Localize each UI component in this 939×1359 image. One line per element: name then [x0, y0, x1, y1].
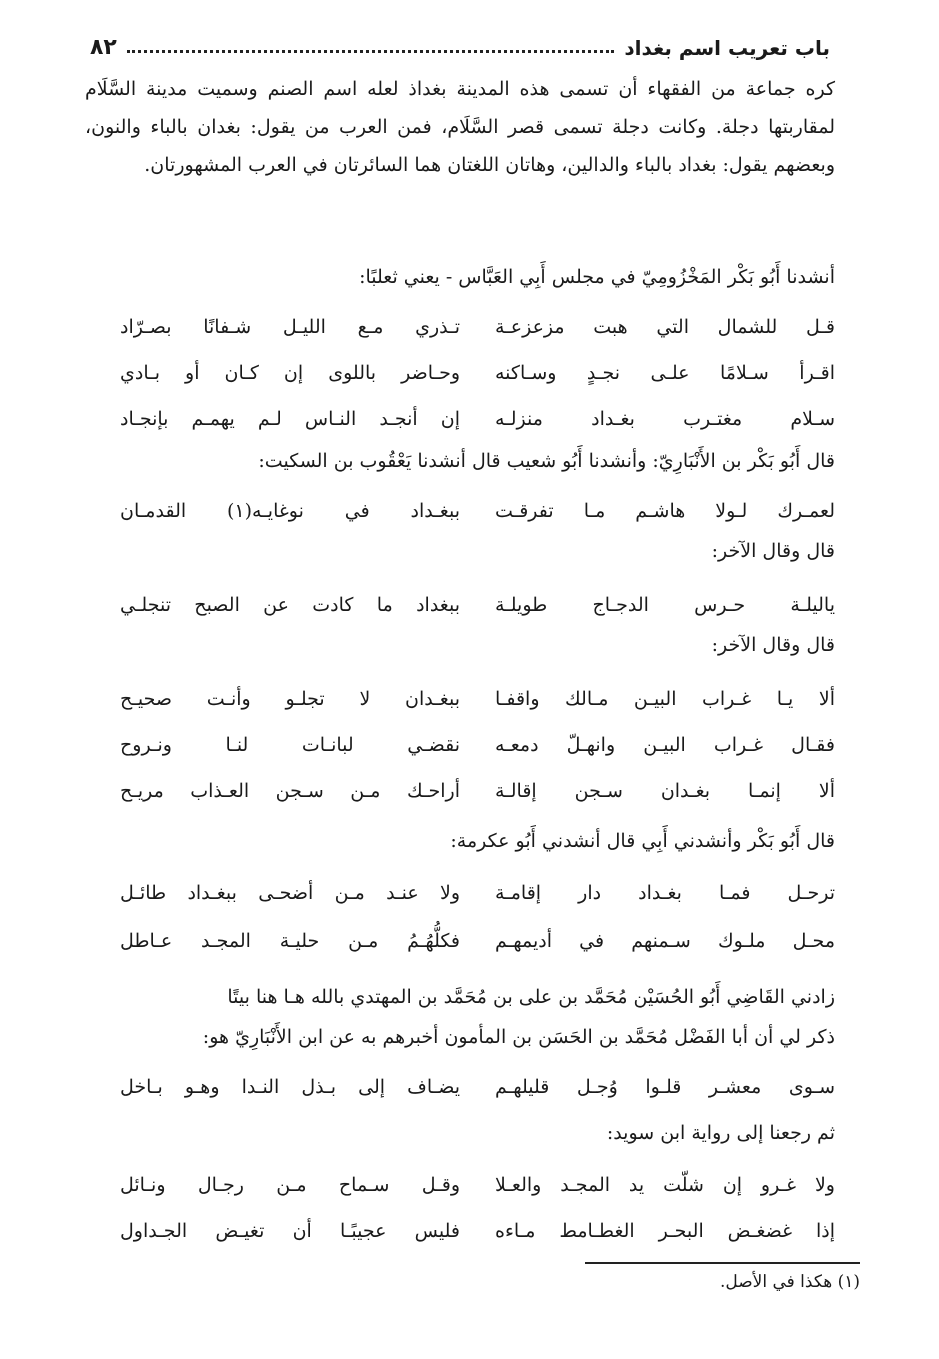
verse-second-hemistich: أراحـك مـن سـجن العـذاب مريـح — [120, 780, 460, 802]
verse-line — [120, 1174, 835, 1208]
verse-first-hemistich: محـل ملـوك سـمنهم في أديمهـم — [495, 930, 835, 952]
verse-second-hemistich: ببغـدان لا تجلـو وأنـت صحيـح — [120, 688, 460, 710]
verse-second-hemistich: يضـاف إلى بـذل النـدا وهـو بـاخل — [120, 1076, 460, 1098]
footnote-separator — [585, 1262, 860, 1264]
verse-line — [120, 594, 835, 628]
verse-line — [120, 780, 835, 814]
verse-line — [120, 734, 835, 768]
verse-second-hemistich: ولا عنـد مـن أضحـى ببغـداد طائـل — [120, 882, 460, 904]
verse-second-hemistich: فكلُّهُـمُ مـن حليـة المجـد عـاطل — [120, 930, 460, 952]
verse-second-hemistich: ببغـداد في نوغايـه(١) القدمـان — [120, 500, 460, 522]
verse-first-hemistich: ألا يـا غـراب البيـن مـالك واقفـا — [495, 688, 835, 710]
verse-first-hemistich: فقـال غـراب البيـن وانهـلّ دمعـه — [495, 734, 835, 756]
verse-line — [120, 1220, 835, 1254]
verse-second-hemistich: تـذري مـع الليـل شـفانًا بصـرّاد — [120, 316, 460, 338]
verse-first-hemistich: سـلام مغتـرب بغـداد منزلـه — [495, 408, 835, 430]
running-title: باب تعريب اسم بغداد — [624, 36, 830, 60]
text-line: قال وقال الآخر: — [711, 634, 835, 656]
verse-line — [120, 930, 835, 964]
verse-first-hemistich: اقـرأ سـلامًا علـى نجـدٍ وسـاكنه — [495, 362, 835, 384]
verse-first-hemistich: ترحـل فمـا بغـداد دار إقامـة — [495, 882, 835, 904]
verse-line — [120, 362, 835, 396]
verse-first-hemistich: سـوى معشـر قلـوا وُجـل قليلهـم — [495, 1076, 835, 1098]
text-line: أنشدنا أَبُو بَكْر المَخْزُومِيّ في مجلس أَبِي العَبَّاس - يعني ثعلبًا: — [359, 266, 835, 288]
verse-second-hemistich: ببغداد ما كادت عن الصبح تنجلـي — [120, 594, 460, 616]
text-line: ثم رجعنا إلى رواية ابن سويد: — [606, 1122, 835, 1144]
leader-dots — [127, 50, 615, 53]
text-line: قال وقال الآخر: — [711, 540, 835, 562]
verse-second-hemistich: إن أنجـد النـاس لـم يهمـم بإنجـاد — [120, 408, 460, 430]
verse-first-hemistich: ياليلـة حـرس الدجـاج طويلـة — [495, 594, 835, 616]
intro-paragraph: كره جماعة من الفقهاء أن تسمى هذه المدينة بغداذ لعله اسم الصنم وسميت مدينة السَّلَام لمقاربتها دجلة. وكانت دجلة تسمى قصر السَّلَام، فمن العرب من يقول: بغدان بالباء والنون، وبعضهم يقول: بغداد بالباء والدالين، وهاتان اللغتان هما السائرتان في العرب المشهورتان. — [85, 78, 835, 176]
verse-line — [120, 408, 835, 442]
verse-line — [120, 500, 835, 534]
verse-first-hemistich: لعمـرك لـولا هاشـم مـا تفرقـت — [495, 500, 835, 522]
page-number: ٨٢ — [90, 35, 117, 60]
verse-first-hemistich: ولا غـرو إن شلّت يد المجـد والعـلا — [495, 1174, 835, 1196]
verse-second-hemistich: نقضـي لبانـات لنـا ونـروح — [120, 734, 460, 756]
text-line: قال أَبُو بَكْر وأنشدني أَبِي قال أنشدني أَبُو عكرمة: — [450, 830, 835, 852]
verse-line — [120, 316, 835, 350]
verse-line — [120, 688, 835, 722]
verse-second-hemistich: وقـل سـماح مـن رجـال ونـائل — [120, 1174, 460, 1196]
verse-line — [120, 882, 835, 916]
verse-first-hemistich: إذا غضغـض البحـر الغطـامط مـاءه — [495, 1220, 835, 1242]
page-header — [90, 28, 830, 60]
verse-first-hemistich: قـل للشمال التي هبت مزعزعـة — [495, 316, 835, 338]
footnote: (١) هكذا في الأصل. — [719, 1272, 860, 1292]
text-line: ذكر لي أن أبا الفَضْل مُحَمَّد بن الحَسَن بن المأمون أخبرهم به عن ابن الأَنْبَارِيّ هو: — [202, 1026, 835, 1048]
verse-second-hemistich: وحـاضر باللوى إن كـان أو بـادي — [120, 362, 460, 384]
text-line: زادني القَاضِي أَبُو الحُسَيْن مُحَمَّد بن على بن مُحَمَّد بن المهتدي بالله هـا هنا بيتًا — [227, 986, 835, 1008]
verse-first-hemistich: ألا إنمـا بغـدان سـجن إقالـة — [495, 780, 835, 802]
text-line: قال أَبُو بَكْر بن الأَنْبَارِيّ: وأنشدنا أَبُو شعيب قال أنشدنا يَعْقُوب بن السكيت: — [258, 450, 835, 472]
verse-second-hemistich: فليس عجيبًـا أن تغيـض الجـداول — [120, 1220, 460, 1242]
verse-line — [120, 1076, 835, 1110]
